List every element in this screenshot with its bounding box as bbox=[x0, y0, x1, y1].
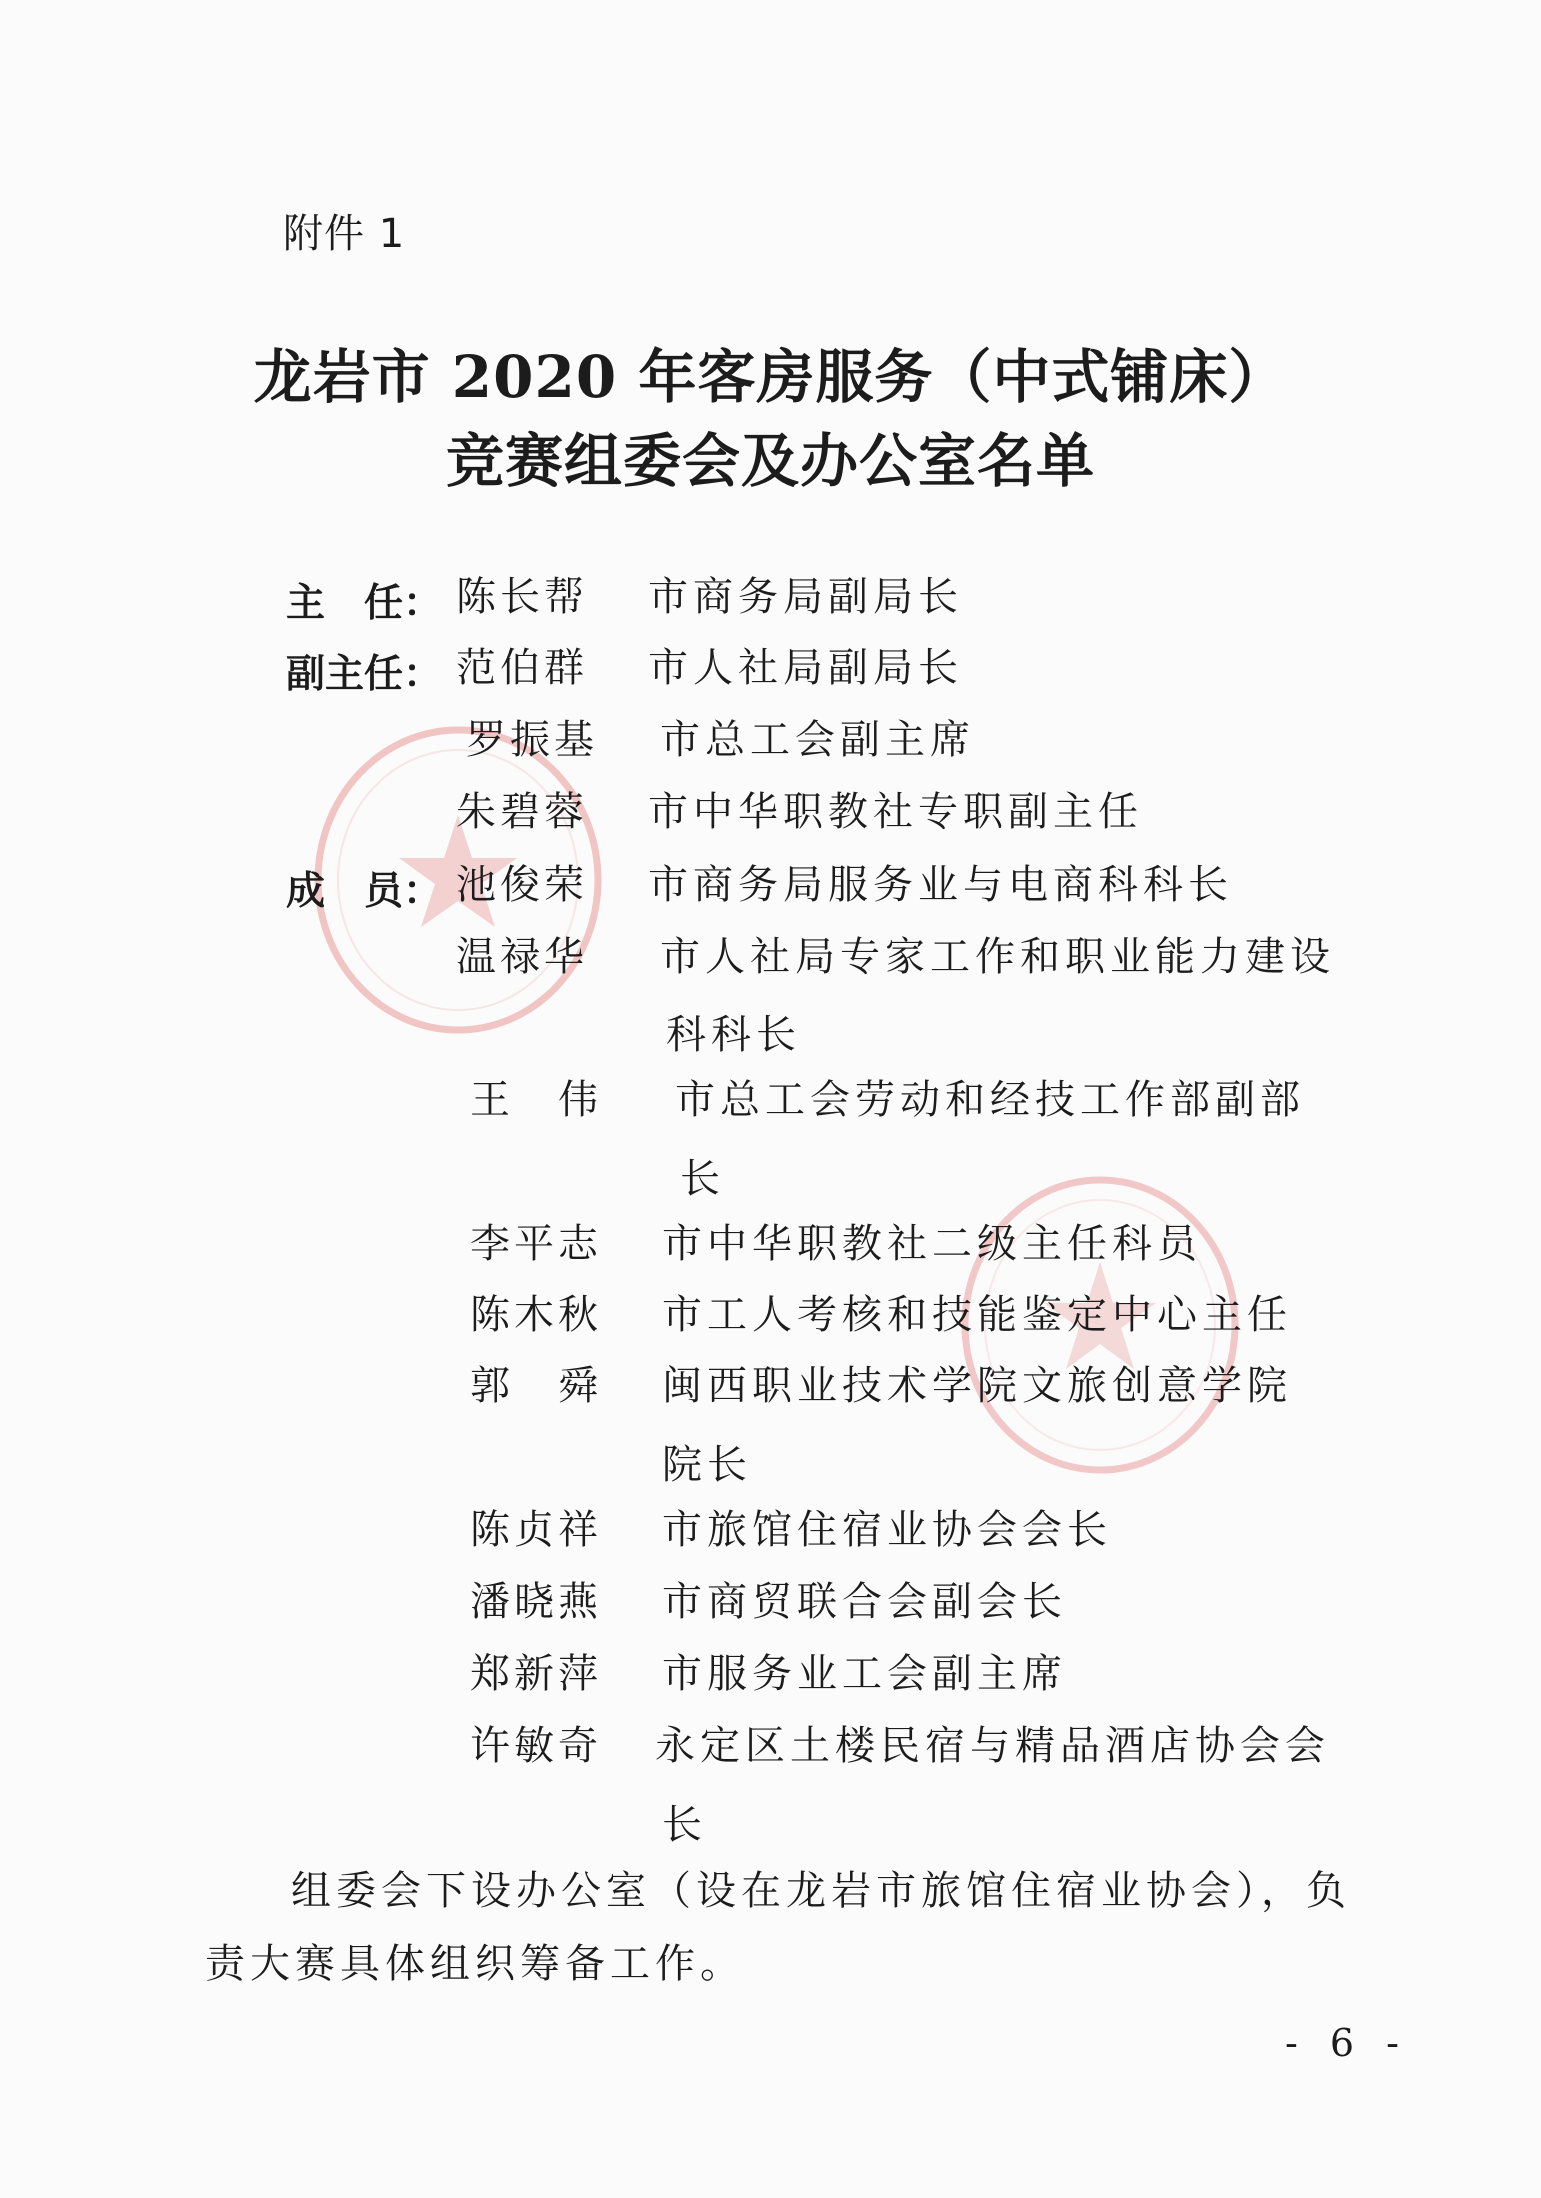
member-name: 池俊荣 bbox=[456, 862, 588, 908]
member-position: 市人社局副局长 bbox=[648, 645, 963, 691]
member-name: 郑新萍 bbox=[470, 1651, 602, 1697]
role-deputy: 副主任： bbox=[286, 652, 443, 697]
member-name: 陈木秋 bbox=[470, 1292, 602, 1338]
member-position: 市服务业工会副主席 bbox=[662, 1651, 1067, 1697]
title-line-2: 竞赛组委会及办公室名单 bbox=[445, 427, 1095, 495]
member-name: 许敏奇 bbox=[470, 1723, 602, 1769]
member-name: 罗振基 bbox=[466, 717, 598, 763]
member-name: 李平志 bbox=[470, 1221, 602, 1267]
office-note: 组委会下设办公室（设在龙岩市旅馆住宿业协会），负责大赛具体组织筹备工作。 bbox=[205, 1868, 1351, 1987]
member-position: 市中华职教社专职副主任 bbox=[648, 789, 1143, 835]
attachment-label: 附件 1 bbox=[283, 211, 406, 257]
member-position: 市商务局服务业与电商科科长 bbox=[648, 862, 1233, 908]
member-name: 潘晓燕 bbox=[470, 1579, 602, 1625]
member-position: 市中华职教社二级主任科员 bbox=[662, 1221, 1202, 1267]
member-position: 市工人考核和技能鉴定中心主任 bbox=[662, 1292, 1292, 1338]
role-members: 成 员： bbox=[286, 869, 443, 914]
member-position-continuation: 院长 bbox=[662, 1442, 752, 1488]
member-position: 市商务局副局长 bbox=[648, 574, 963, 620]
member-position: 市商贸联合会副会长 bbox=[662, 1579, 1067, 1625]
member-position-continuation: 长 bbox=[680, 1156, 725, 1202]
member-position-continuation: 科科长 bbox=[666, 1012, 801, 1058]
member-name: 陈长帮 bbox=[456, 574, 588, 620]
member-name: 陈贞祥 bbox=[470, 1507, 602, 1553]
role-director: 主 任： bbox=[286, 581, 443, 626]
member-position: 闽西职业技术学院文旅创意学院 bbox=[662, 1363, 1292, 1409]
member-position: 市总工会劳动和经技工作部副部 bbox=[675, 1077, 1305, 1123]
member-name: 郭 舜 bbox=[470, 1363, 602, 1409]
member-position-continuation: 长 bbox=[662, 1802, 707, 1848]
member-name: 王 伟 bbox=[470, 1077, 602, 1123]
member-name: 温禄华 bbox=[456, 934, 588, 980]
title-line-1: 龙岩市 2020 年客房服务（中式铺床） bbox=[253, 343, 1288, 411]
member-position: 市人社局专家工作和职业能力建设 bbox=[660, 934, 1335, 980]
member-name: 范伯群 bbox=[456, 645, 588, 691]
member-position: 市旅馆住宿业协会会长 bbox=[662, 1507, 1112, 1553]
member-position: 市总工会副主席 bbox=[660, 717, 975, 763]
member-name: 朱碧蓉 bbox=[456, 789, 588, 835]
member-position: 永定区土楼民宿与精品酒店协会会 bbox=[655, 1723, 1330, 1769]
page-number: - 6 - bbox=[1285, 2021, 1410, 2065]
